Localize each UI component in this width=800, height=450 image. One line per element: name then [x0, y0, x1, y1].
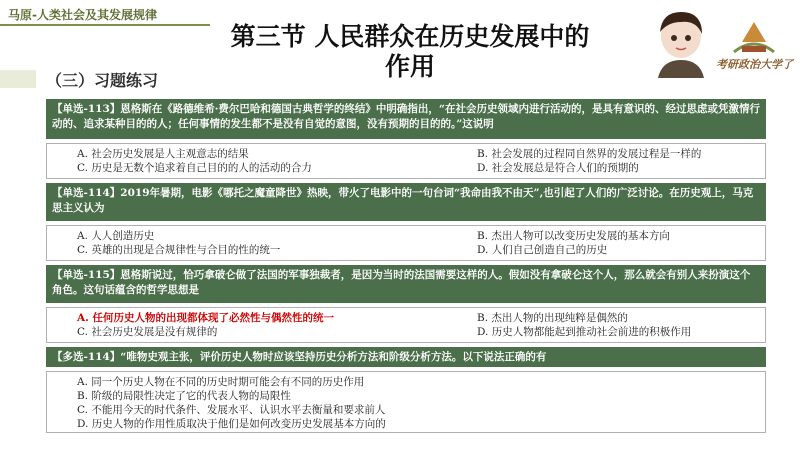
option-a[interactable]: A. 社会历史发展是人主观意志的结果	[77, 148, 249, 160]
option-c[interactable]: C. 社会历史发展是没有规律的	[77, 326, 218, 338]
question-stem-3: 【单选-115】恩格斯说过，恰巧拿破仑做了法国的军事独裁者，是因为当时的法国需要这样的人。假如没有拿破仑这个人，那么就会有别人来扮演这个角色。这句话蕴含的哲学思想是	[46, 265, 766, 303]
option-b[interactable]: B. 阶级的局限性决定了它的代表人物的局限性	[77, 390, 291, 402]
option-a[interactable]: A. 人人创造历史	[77, 230, 155, 242]
option-c[interactable]: C. 英雄的出现是合规律性与合目的性的统一	[77, 244, 281, 256]
option-d[interactable]: D. 历史人物的作用性质取决于他们是如何改变历史发展基本方向的	[77, 418, 386, 430]
header-divider	[0, 24, 210, 26]
question-options-2	[46, 225, 766, 261]
teacher-avatar-illustration	[652, 8, 710, 78]
option-a[interactable]	[77, 311, 477, 325]
option-b[interactable]: B. 杰出人物可以改变历史发展的基本方向	[477, 230, 670, 242]
option-a-text: A. 任何历史人物的出现都体现了必然性与偶然性的统一	[77, 312, 334, 324]
section-heading: （三）习题练习	[46, 71, 159, 90]
option-b[interactable]: B. 社会发展的过程同自然界的发展过程是一样的	[477, 148, 702, 160]
option-d[interactable]: D. 人们自己创造自己的历史	[477, 244, 608, 256]
page-title: 第三节 人民群众在历史发展中的作用	[230, 22, 590, 81]
option-c[interactable]: C. 不能用今天的时代条件、发展水平、认识水平去衡量和要求前人	[77, 404, 386, 416]
section-marker	[0, 70, 36, 88]
option-d[interactable]: D. 历史人物都能起到推动社会前进的积极作用	[477, 326, 692, 338]
course-label: 马原-人类社会及其发展规律	[8, 8, 157, 22]
option-c[interactable]: C. 历史是无数个追求着自己目的的人的活动的合力	[77, 162, 312, 174]
question-options-4	[46, 371, 766, 433]
option-d[interactable]: D. 社会发展总是符合人们的预期的	[477, 162, 639, 174]
question-stem-1: 【单选-113】恩格斯在《路德维希·费尔巴哈和德国古典哲学的终结》中明确指出，“在社会历史领域内进行活动的，是具有意识的、经过思虑或凭激情行动的、追求某种目的的人；任何事情的发生都不是没有自觉的意图，没有预期的目的的。”这说明	[46, 99, 766, 139]
question-options-1	[46, 143, 766, 179]
question-stem-2: 【单选-114】2019年暑期，电影《哪托之魔童降世》热映，带火了电影中的一句台词“我命由我不由天”,也引起了人们的广泛讨论。在历史观上，马克思主义认为	[46, 183, 766, 221]
option-a[interactable]: A. 同一个历史人物在不同的历史时期可能会有不同的历史作用	[77, 376, 365, 388]
question-stem-4: 【多选-114】“唯物史观主张，评价历史人物时应该坚持历史分析方法和阶级分析方法。以下说法正确的有	[46, 347, 766, 367]
question-options-3	[46, 307, 766, 343]
option-b[interactable]: B. 杰出人物的出现纯粹是偶然的	[477, 312, 628, 324]
brand-logo-text: 考研政治大学了	[716, 58, 793, 71]
